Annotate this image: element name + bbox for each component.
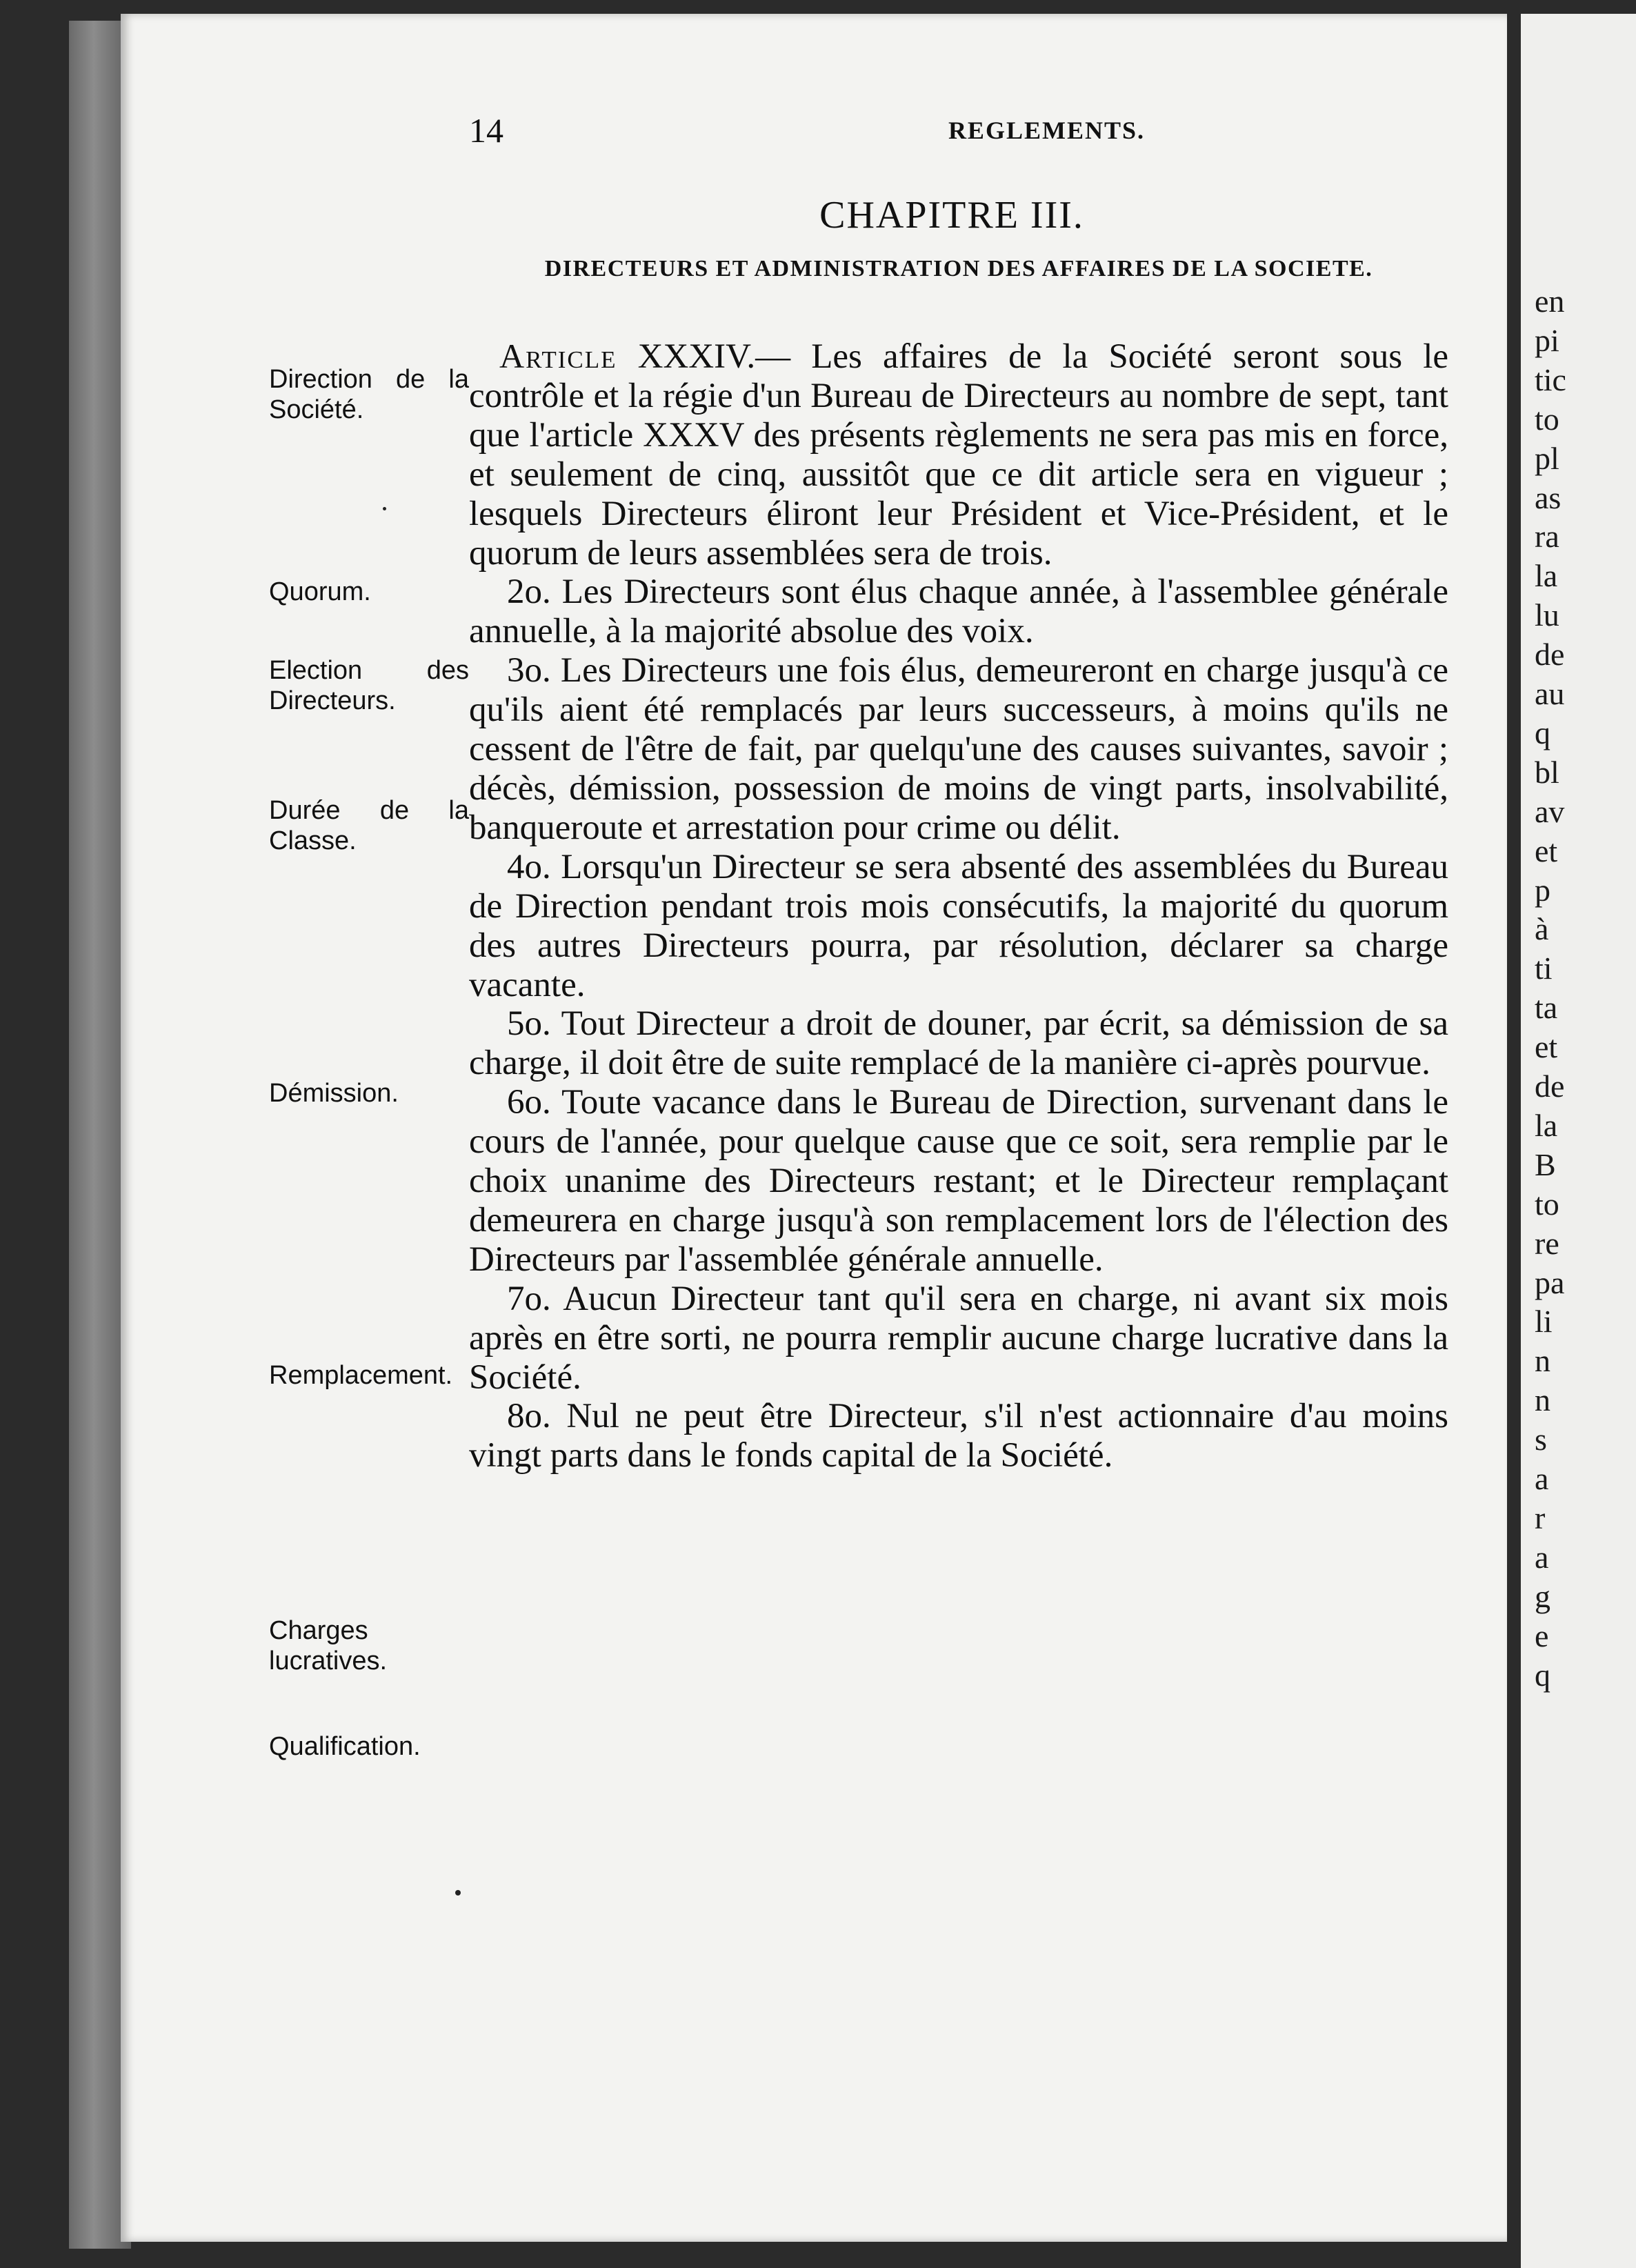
paragraph-1 bbox=[469, 337, 1448, 573]
adjacent-page-fragment: en bbox=[1535, 284, 1565, 319]
adjacent-page-fragment: re bbox=[1535, 1225, 1559, 1261]
print-speck bbox=[383, 507, 386, 510]
paragraph-5: 5o. Tout Directeur a droit de douner, par écrit, sa démission de sa charge, il doit être de suite remplacé de la manière ci-après pourvue. bbox=[469, 1004, 1448, 1083]
margin-note-duree: Durée de la Classe. bbox=[269, 796, 469, 855]
adjacent-page-edge bbox=[1521, 14, 1636, 2268]
chapter-title: CHAPITRE III. bbox=[819, 194, 1084, 237]
adjacent-page-fragment: pi bbox=[1535, 322, 1559, 358]
adjacent-page-fragment: a bbox=[1535, 1539, 1549, 1575]
margin-note-quorum: Quorum. bbox=[269, 577, 371, 606]
adjacent-page-fragment: la bbox=[1535, 1107, 1558, 1143]
paragraph-6: 6o. Toute vacance dans le Bureau de Direction, survenant dans le cours de l'année, pour quelque cause que ce soit, sera remplie par le choix unanime des Directeurs restant; et le Directeur remplaçant demeurera en charge jusqu'à son remplacement lors de l'élection des Directeurs par l'assemblée générale annuelle. bbox=[469, 1083, 1448, 1279]
paragraph-1-text: XXXIV.— Les affaires de la Société seront sous le contrôle et la régie d'un Bureau de Directeurs au nombre de sept, tant que l'article XXXV des présents règlements ne sera pas mis en force, et seulement de cinq, aussitôt que ce dit article sera en vigueur ; lesquels Directeurs éliront leur Président et Vice-Président, et le quorum de leurs assemblées sera de trois. bbox=[469, 337, 1448, 573]
adjacent-page-fragment: li bbox=[1535, 1304, 1553, 1340]
print-speck bbox=[455, 1890, 461, 1896]
paragraph-8: 8o. Nul ne peut être Directeur, s'il n'est actionnaire d'au moins vingt parts dans le fonds capital de la Société. bbox=[469, 1397, 1448, 1475]
adjacent-page-fragment: et bbox=[1535, 1029, 1558, 1065]
margin-note-election: Election des Directeurs. bbox=[269, 656, 469, 715]
adjacent-page-fragment: to bbox=[1535, 401, 1559, 437]
adjacent-page-fragment: q bbox=[1535, 715, 1550, 750]
adjacent-page-fragment: as bbox=[1535, 479, 1562, 515]
margin-note-charges: Charges lucratives. bbox=[269, 1616, 388, 1675]
adjacent-page-fragment: p bbox=[1535, 872, 1550, 908]
adjacent-page-fragment: à bbox=[1535, 911, 1549, 947]
adjacent-page-fragment: s bbox=[1535, 1422, 1547, 1458]
adjacent-page-fragment: n bbox=[1535, 1343, 1550, 1379]
article-label: Article bbox=[499, 337, 617, 375]
adjacent-page-fragment: B bbox=[1535, 1146, 1556, 1182]
adjacent-page-fragment: tic bbox=[1535, 361, 1566, 397]
adjacent-page-fragment: de bbox=[1535, 637, 1565, 673]
adjacent-page-fragment: la bbox=[1535, 558, 1558, 594]
article-body bbox=[469, 337, 1448, 1475]
paragraph-7: 7o. Aucun Directeur tant qu'il sera en charge, ni avant six mois après en être sorti, ne pourra remplir aucune charge lucrative dans la Société. bbox=[469, 1279, 1448, 1397]
adjacent-page-fragment: bl bbox=[1535, 754, 1559, 790]
page-number: 14 bbox=[469, 111, 503, 150]
adjacent-page-fragment: et bbox=[1535, 833, 1558, 868]
adjacent-page-fragment: au bbox=[1535, 676, 1565, 711]
adjacent-page-fragment: e bbox=[1535, 1618, 1549, 1653]
adjacent-page-fragment: pa bbox=[1535, 1264, 1565, 1300]
adjacent-page-fragment: de bbox=[1535, 1068, 1565, 1104]
adjacent-page-fragment: av bbox=[1535, 793, 1565, 829]
adjacent-page-fragment: g bbox=[1535, 1578, 1550, 1614]
running-head: REGLEMENTS. bbox=[948, 117, 1145, 144]
adjacent-page-fragment: lu bbox=[1535, 597, 1559, 633]
margin-note-qualification: Qualification. bbox=[269, 1732, 421, 1761]
section-title: DIRECTEURS ET ADMINISTRATION DES AFFAIRES DE LA SOCIETE. bbox=[544, 256, 1373, 281]
adjacent-page-fragment: to bbox=[1535, 1186, 1559, 1222]
adjacent-page-fragment: r bbox=[1535, 1500, 1546, 1535]
adjacent-page-fragment: a bbox=[1535, 1461, 1549, 1496]
adjacent-page-fragment: pl bbox=[1535, 440, 1559, 476]
adjacent-page-fragment: n bbox=[1535, 1382, 1550, 1418]
adjacent-page-fragment: ti bbox=[1535, 951, 1553, 986]
margin-note-remplacement: Remplacement. bbox=[269, 1361, 453, 1390]
paragraph-3: 3o. Les Directeurs une fois élus, demeureront en charge jusqu'à ce qu'ils aient été remplacés par leurs successeurs, à moins qu'ils ne cessent de l'être de fait, par quelqu'une des causes suivantes, savoir ; décès, démission, possession de moins de vingt parts, insolvabilité, banqueroute et arrestation pour crime ou délit. bbox=[469, 651, 1448, 847]
paragraph-2: 2o. Les Directeurs sont élus chaque année, à l'assemblee générale annuelle, à la majorité absolue des voix. bbox=[469, 573, 1448, 651]
margin-note-demission: Démission. bbox=[269, 1079, 399, 1108]
page-header bbox=[469, 110, 1145, 152]
paragraph-4: 4o. Lorsqu'un Directeur se sera absenté des assemblées du Bureau de Direction pendant trois mois consécutifs, la majorité du quorum des autres Directeurs pourra, par résolution, déclarer sa charge vacante. bbox=[469, 847, 1448, 1004]
margin-note-direction: Direction de la Société. bbox=[269, 365, 469, 424]
adjacent-page-fragment: ta bbox=[1535, 990, 1558, 1026]
adjacent-page-fragment: q bbox=[1535, 1657, 1550, 1693]
adjacent-page-fragment: ra bbox=[1535, 519, 1559, 555]
